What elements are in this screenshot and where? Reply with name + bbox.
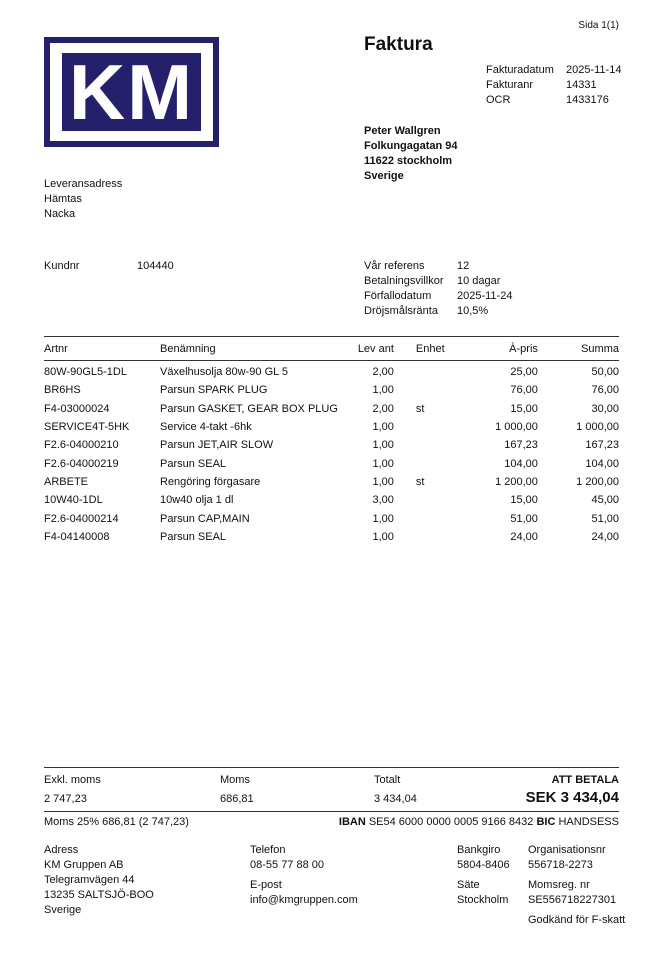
col-header-artnr: Artnr xyxy=(44,343,68,355)
invoice-date-label: Fakturadatum xyxy=(486,64,554,76)
terms-values xyxy=(457,259,512,319)
footer-address-line-1: KM Gruppen AB xyxy=(44,859,124,871)
payment-terms-label: Betalningsvillkor xyxy=(364,275,444,287)
vat-label: Moms xyxy=(220,774,250,786)
cell-unit-price: 15,00 xyxy=(510,402,538,415)
customer-number-label: Kundnr xyxy=(44,260,80,272)
seat-label: Säte xyxy=(457,879,480,891)
cell-unit-price: 76,00 xyxy=(510,384,538,397)
delivery-address xyxy=(44,177,122,222)
delivery-line-1: Hämtas xyxy=(44,193,82,205)
table-row xyxy=(44,363,619,381)
logo-text: KM xyxy=(68,48,195,136)
cell-unit: st xyxy=(415,475,425,488)
recipient-street: Folkungagatan 94 xyxy=(364,140,458,152)
bic-value: HANDSESS xyxy=(558,816,619,828)
terms-labels xyxy=(364,259,443,319)
col-header-unit: Enhet xyxy=(415,343,445,355)
delivery-line-2: Nacka xyxy=(44,208,76,220)
penalty-interest-label: Dröjsmålsränta xyxy=(364,305,438,317)
cell-artnr: F2.6-04000214 xyxy=(44,512,119,525)
cell-quantity: 1,00 xyxy=(372,457,394,470)
cell-description: Parsun GASKET, GEAR BOX PLUG xyxy=(160,402,338,415)
cell-sum: 51,00 xyxy=(591,512,619,525)
cell-quantity: 2,00 xyxy=(372,366,394,379)
bank-details xyxy=(339,816,619,828)
cell-artnr: 80W-90GL5-1DL xyxy=(44,366,127,379)
footer-address-label: Adress xyxy=(44,844,79,856)
vat-note: Moms 25% 686,81 (2 747,23) xyxy=(44,816,189,828)
due-date-label: Förfallodatum xyxy=(364,290,432,302)
cell-quantity: 1,00 xyxy=(372,421,394,434)
cell-unit xyxy=(394,381,456,399)
iban-label: IBAN xyxy=(338,816,366,828)
cell-unit: st xyxy=(415,402,425,415)
due-date-value: 2025-11-24 xyxy=(457,290,513,302)
customer-number-value: 104440 xyxy=(137,260,174,272)
footer-contact xyxy=(250,843,358,908)
recipient-country: Sverige xyxy=(364,170,404,182)
table-row xyxy=(44,400,619,418)
reference-value: 12 xyxy=(457,260,470,272)
cell-sum: 76,00 xyxy=(591,384,619,397)
vat-reg-value: SE556718227301 xyxy=(528,894,617,906)
cell-artnr: ARBETE xyxy=(44,475,89,488)
cell-unit-price: 167,23 xyxy=(504,439,538,452)
table-row xyxy=(44,491,619,509)
footer-address-line-2: Telegramvägen 44 xyxy=(44,874,135,886)
totals-top-rule xyxy=(44,767,619,768)
cell-unit xyxy=(394,509,456,527)
footer-bank xyxy=(457,843,510,908)
company-logo xyxy=(44,37,219,147)
cell-unit-price: 1 200,00 xyxy=(495,475,538,488)
table-row xyxy=(44,473,619,491)
reference-label: Vår referens xyxy=(364,260,425,272)
f-tax-note: Godkänd för F-skatt xyxy=(528,914,626,926)
invoice-meta-values xyxy=(566,63,621,108)
cell-artnr: F2.6-04000210 xyxy=(44,439,119,452)
cell-quantity: 1,00 xyxy=(372,530,394,543)
recipient-address xyxy=(364,124,458,184)
table-row xyxy=(44,528,619,546)
col-header-sum: Summa xyxy=(581,343,619,355)
ocr-label: OCR xyxy=(486,94,511,106)
bankgiro-label: Bankgiro xyxy=(457,844,501,856)
table-row xyxy=(44,381,619,399)
cell-unit xyxy=(394,528,456,546)
cell-quantity: 1,00 xyxy=(372,512,394,525)
excl-vat-value: 2 747,23 xyxy=(44,793,87,805)
cell-unit-price: 25,00 xyxy=(510,366,538,379)
cell-description: Parsun SEAL xyxy=(160,457,227,470)
table-row xyxy=(44,454,619,472)
recipient-city: 11622 stockholm xyxy=(364,155,453,167)
cell-description: Parsun SEAL xyxy=(160,530,227,543)
cell-quantity: 2,00 xyxy=(372,402,394,415)
footer-registration xyxy=(528,843,625,928)
invoice-date-value: 2025-11-14 xyxy=(566,64,622,76)
ocr-value: 1433176 xyxy=(566,94,609,106)
seat-value: Stockholm xyxy=(457,894,509,906)
cell-unit xyxy=(394,491,456,509)
cell-artnr: F2.6-04000219 xyxy=(44,457,119,470)
cell-unit xyxy=(394,418,456,436)
table-row xyxy=(44,418,619,436)
recipient-name: Peter Wallgren xyxy=(364,125,441,137)
invoice-number-label: Fakturanr xyxy=(486,79,534,91)
cell-unit-price: 1 000,00 xyxy=(495,421,538,434)
cell-artnr: F4-04140008 xyxy=(44,530,110,543)
total-value: 3 434,04 xyxy=(374,793,417,805)
cell-description: Parsun SPARK PLUG xyxy=(160,384,268,397)
cell-unit xyxy=(394,436,456,454)
cell-sum: 30,00 xyxy=(591,402,619,415)
vat-value: 686,81 xyxy=(220,793,254,805)
cell-artnr: F4-03000024 xyxy=(44,402,110,415)
col-header-quantity: Lev ant xyxy=(357,343,394,355)
cell-artnr: BR6HS xyxy=(44,384,81,397)
cell-quantity: 1,00 xyxy=(372,439,394,452)
cell-description: Service 4-takt -6hk xyxy=(160,421,252,434)
table-header-row xyxy=(44,339,619,359)
footer-address-line-3: 13235 SALTSJÖ-BOO xyxy=(44,889,154,901)
email-value: info@kmgruppen.com xyxy=(250,894,358,906)
cell-description: Rengöring förgasare xyxy=(160,475,261,488)
bic-label: BIC xyxy=(536,816,556,828)
cell-sum: 167,23 xyxy=(585,439,619,452)
amount-due-label: ATT BETALA xyxy=(551,774,619,786)
invoice-meta-labels xyxy=(486,63,554,108)
cell-description: 10w40 olja 1 dl xyxy=(160,494,234,507)
totals-bottom-rule xyxy=(44,811,619,812)
document-title: Faktura xyxy=(364,34,433,55)
payment-terms-value: 10 dagar xyxy=(457,275,501,287)
cell-quantity: 3,00 xyxy=(372,494,394,507)
cell-quantity: 1,00 xyxy=(372,384,394,397)
vat-reg-label: Momsreg. nr xyxy=(528,879,590,891)
excl-vat-label: Exkl. moms xyxy=(44,774,101,786)
cell-artnr: 10W40-1DL xyxy=(44,494,103,507)
org-number-value: 556718-2273 xyxy=(528,859,593,871)
cell-sum: 50,00 xyxy=(591,366,619,379)
cell-description: Parsun JET,AIR SLOW xyxy=(160,439,274,452)
cell-sum: 1 200,00 xyxy=(576,475,619,488)
page-number: Sida 1(1) xyxy=(578,20,619,31)
cell-unit-price: 15,00 xyxy=(510,494,538,507)
penalty-interest-value: 10,5% xyxy=(457,305,489,317)
cell-description: Växelhusolja 80w-90 GL 5 xyxy=(160,366,289,379)
footer-address-line-4: Sverige xyxy=(44,904,82,916)
cell-description: Parsun CAP,MAIN xyxy=(160,512,250,525)
phone-label: Telefon xyxy=(250,844,286,856)
footer-address xyxy=(44,843,154,918)
iban-value: SE54 6000 0000 0005 9166 8432 xyxy=(368,816,534,828)
cell-artnr: SERVICE4T-5HK xyxy=(44,421,130,434)
table-top-rule xyxy=(44,336,619,337)
table-row xyxy=(44,436,619,454)
org-number-label: Organisationsnr xyxy=(528,844,606,856)
phone-value: 08-55 77 88 00 xyxy=(250,859,325,871)
cell-quantity: 1,00 xyxy=(372,475,394,488)
col-header-unit-price: À-pris xyxy=(509,343,538,355)
cell-sum: 45,00 xyxy=(591,494,619,507)
col-header-description: Benämning xyxy=(160,343,216,355)
email-label: E-post xyxy=(250,879,282,891)
items-table xyxy=(44,339,619,546)
cell-sum: 24,00 xyxy=(591,530,619,543)
cell-sum: 104,00 xyxy=(585,457,619,470)
delivery-heading: Leveransadress xyxy=(44,178,123,190)
cell-unit-price: 51,00 xyxy=(510,512,538,525)
cell-unit-price: 104,00 xyxy=(504,457,538,470)
cell-unit xyxy=(394,454,456,472)
table-row xyxy=(44,509,619,527)
invoice-number-value: 14331 xyxy=(566,79,597,91)
amount-due-value: SEK 3 434,04 xyxy=(525,789,619,806)
cell-unit-price: 24,00 xyxy=(510,530,538,543)
total-label: Totalt xyxy=(374,774,401,786)
cell-sum: 1 000,00 xyxy=(576,421,619,434)
bankgiro-value: 5804-8406 xyxy=(457,859,510,871)
cell-unit xyxy=(394,363,456,381)
